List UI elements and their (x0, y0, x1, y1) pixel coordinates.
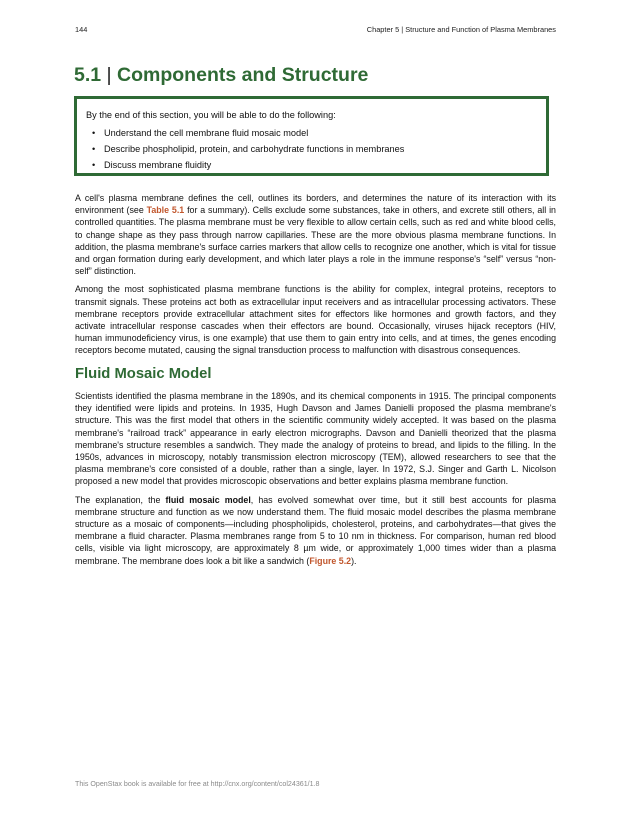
intro-paragraph-1 (75, 192, 556, 277)
section-separator: | (106, 64, 112, 86)
text-run: for a summary). Cells exclude some substances, take in others, and excrete still others, all in controlled quantities. The plasma membrane must be very flexible to allow certain cells, such as red and white blood cells, to change shape as they pass through narrow capillaries. These are the more obvious plasma membrane functions. In addition, the plasma membrane's surface carries markers that allow cells to recognize one another, which is vital for tissue and organ formation during early development, and which later plays a role in the immune response's “self” versus “non-self” distinction. (75, 205, 556, 277)
running-head (75, 25, 556, 34)
objective-item: • Understand the cell membrane fluid mosaic model (86, 127, 546, 140)
figure-5-2-link[interactable]: Figure 5.2 (309, 555, 352, 566)
intro-text (75, 192, 556, 363)
page-number: 144 (75, 25, 88, 34)
objective-item: • Describe phospholipid, protein, and carbohydrate functions in membranes (86, 143, 546, 156)
fluid-mosaic-paragraph-1: Scientists identified the plasma membrane in the 1890s, and its chemical components in 1915. The principal components they identified were lipids and proteins. In 1935, Hugh Davson and James Danielli proposed the plasma membrane's structure. This was the first model that others in the scientific community widely accepted. It was based on the plasma membrane's “railroad track” appearance in early electron micrographs. Davson and Danielli theorized that the plasma membrane's structure resembles a sandwich. They made the analogy of proteins to bread, and lipids to the filling. In the 1950s, advances in microscopy, notably transmission electron microscopy (TEM), allowed researchers to see that the plasma membrane's core consisted of a double, rather than a single, layer. In 1972, S.J. Singer and Garth L. Nicolson proposed a new model that provides microscopic observations and better explains plasma membrane function. (75, 391, 556, 487)
fluid-mosaic-text (75, 390, 556, 573)
section-number: 5.1 (74, 64, 102, 86)
learning-objectives-box (74, 96, 549, 176)
section-title-text: Components and Structure (117, 64, 369, 86)
text-run: , has evolved somewhat over time, but it still best accounts for plasma membrane structure and function as we now understand them. The fluid mosaic model describes the plasma membrane structure as a mosaic of components—including phospholipids, cholesterol, proteins, and carbohydrates—that gives the membrane a fluid character. Plasma membranes range from 5 to 10 nm in thickness. For comparison, human red blood cells, visible via light microscopy, are approximately 8 µm wide, or approximately 1,000 times wider than a plasma membrane. The membrane does look a bit like a sandwich ( (75, 494, 556, 566)
page-footer: This OpenStax book is available for free at http://cnx.org/content/col24361/1.8 (75, 780, 320, 788)
intro-paragraph-2: Among the most sophisticated plasma membrane functions is the ability for complex, integral proteins, receptors to transmit signals. These proteins act both as extracellular input receivers and as intracellular processing activators. These membrane receptors provide extracellular attachment sites for effectors like hormones and growth factors, and they activate intracellular response cascades when their effectors are bound. Occasionally, viruses hijack receptors (HIV, human immunodeficiency virus, is one example) that use them to gain entry into cells, and at times, the genes encoding receptors become mutated, causing the signal transduction process to malfunction with disastrous consequences. (75, 284, 556, 356)
key-term: fluid mosaic model (165, 494, 251, 505)
section-title (74, 64, 368, 87)
text-run: A cell's plasma membrane defines the cell, outlines its borders, and determines the nature of its interaction with its environment (see (75, 193, 556, 216)
chapter-title: Chapter 5 | Structure and Function of Plasma Membranes (366, 25, 556, 34)
objectives-list (86, 127, 546, 172)
table-5-1-link[interactable]: Table 5.1 (146, 205, 185, 216)
fluid-mosaic-paragraph-2 (75, 494, 556, 567)
text-run: The explanation, the (75, 494, 166, 505)
text-run: ). (351, 555, 357, 566)
objective-item: • Discuss membrane fluidity (86, 159, 546, 172)
subsection-heading: Fluid Mosaic Model (75, 366, 212, 382)
objectives-intro: By the end of this section, you will be able to do the following: (86, 110, 336, 120)
